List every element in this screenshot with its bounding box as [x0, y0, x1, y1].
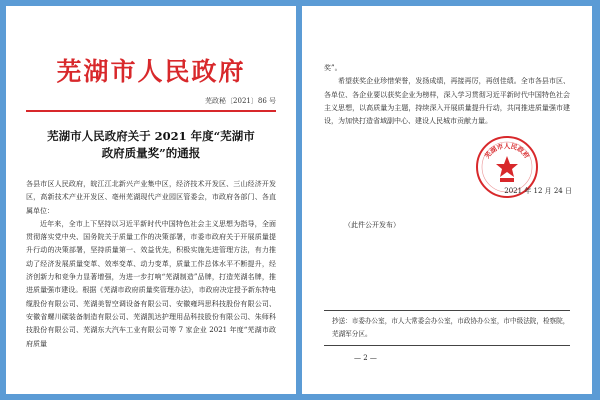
- notice-title-line-1: 芜湖市人民政府关于 2021 年度“芜湖市: [47, 129, 255, 143]
- document-page-1: [6, 6, 296, 394]
- continued-text: 奖”。: [324, 64, 342, 72]
- notice-title-line-2: 政府质量奖”的通报: [101, 146, 201, 160]
- body-paragraph: 近年来，全市上下坚持以习近平新时代中国特色社会主义思想为指导，全面贯彻落实党中央、国务院关于质量工作的决策部署，市委市政府关于开展质量提升行动的决策部署，坚持质量第一、效益优先，积极实施先进管理方法，有力推动了经济发展质量变革、效率变革、动力变革，质量工作总体水平不断提升，经济创新力和竞争力显著增强，为进一步打响“芜湖制造”品牌，打造芜湖名牌，推进质量强市建设。根据《芜湖市政府质量奖管理办法》，市政府决定授予新东特电缆股份有限公司、芜湖美智空调设备有限公司、安徽雍玛思科技股份有限公司、安徽省螺川碳装备制造有限公司、芜湖凯达护理用品科技股份有限公司、朱师科技股份有限公司、芜湖东大汽车工业有限公司等 7 家企业 2021 年度“芜湖市政府质量: [26, 219, 276, 348]
- page-number: — 2 —: [354, 354, 377, 363]
- recipients-paragraph: 各县市区人民政府，皖江江北新兴产业集中区，经济技术开发区、三山经济开发区，高新技术产业开发区、亳州芜湖现代产业园区管委会，市政府各部门、各直属单位：: [26, 180, 276, 215]
- header-red-rule: [26, 110, 276, 112]
- seal-text: 芜湖市人民政府: [483, 142, 531, 161]
- signature-block: [324, 134, 570, 204]
- document-number: 芜政秘〔2021〕86 号: [205, 97, 276, 105]
- signature-date: 2021 年 12 月 24 日: [504, 187, 572, 196]
- cc-list: 抄送：市委办公室，市人大常委会办公室，市政协办公室，市中级法院，检察院，芜湖军分区。: [332, 317, 570, 339]
- notice-title: [26, 128, 276, 162]
- closing-paragraph: 希望获奖企业珍惜荣誉，发扬成绩，再接再厉，再创佳绩。全市各县市区、各单位、各企业要以获奖企业为榜样，深入学习贯彻习近平新时代中国特色社会主义思想，以高质量为主题，持续深入开展质量提升行动，共同推进质量强市建设，为加快打造省域副中心、建设人民城市贡献力量。: [324, 77, 570, 126]
- publication-note: （此件公开发布）: [344, 221, 400, 230]
- document-header-title: 芜湖市人民政府: [56, 57, 246, 86]
- cc-bottom-rule: [324, 345, 570, 346]
- document-page-2: [302, 6, 592, 394]
